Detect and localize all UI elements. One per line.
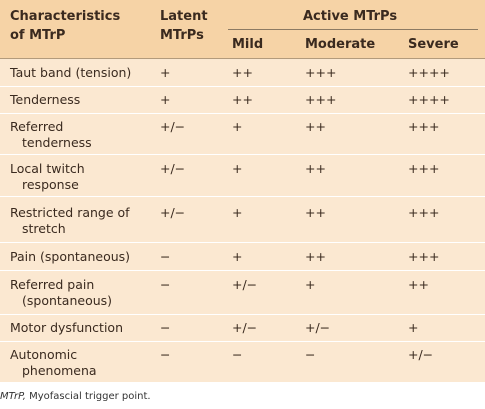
cell-moderate: − — [305, 347, 316, 362]
row-label-continued: phenomena — [22, 363, 97, 378]
header-characteristics-line-1: Characteristics — [10, 9, 121, 24]
cell-latent: +/− — [160, 119, 186, 134]
cell-severe: +++ — [408, 205, 440, 220]
cell-severe: ++++ — [408, 92, 450, 107]
header-moderate: Moderate — [305, 37, 376, 52]
row-separator — [0, 270, 485, 271]
row-label: Motor dysfunction — [10, 320, 124, 335]
header-latent-line-1: Latent — [160, 9, 208, 24]
row-label: Referred pain — [10, 277, 95, 292]
cell-mild: ++ — [232, 65, 253, 80]
cell-moderate: ++ — [305, 205, 326, 220]
row-label: Taut band (tension) — [10, 65, 132, 80]
cell-latent: +/− — [160, 161, 186, 176]
row-label: Local twitch — [10, 161, 85, 176]
footnote-text: Myofascial trigger point. — [25, 391, 151, 402]
cell-moderate: ++ — [305, 161, 326, 176]
cell-severe: +/− — [408, 347, 434, 362]
row-separator — [0, 341, 485, 342]
header-characteristics-line-2: of MTrP — [10, 28, 66, 43]
cell-mild: + — [232, 119, 243, 134]
cell-moderate: ++ — [305, 249, 326, 264]
cell-severe: ++ — [408, 277, 429, 292]
header-divider — [0, 58, 485, 59]
row-label-continued: tenderness — [22, 135, 92, 150]
header-mild: Mild — [232, 37, 264, 52]
cell-moderate: +++ — [305, 65, 337, 80]
cell-moderate: ++ — [305, 119, 326, 134]
active-group-rule — [228, 29, 478, 30]
cell-severe: + — [408, 320, 419, 335]
cell-latent: + — [160, 65, 171, 80]
row-label-continued: stretch — [22, 221, 66, 236]
cell-mild: ++ — [232, 92, 253, 107]
header-active-group: Active MTrPs — [303, 9, 398, 24]
table-footnote — [0, 390, 151, 403]
header-severe: Severe — [408, 37, 459, 52]
row-separator — [0, 196, 485, 197]
header-latent-line-2: MTrPs — [160, 28, 204, 43]
row-label: Referred — [10, 119, 64, 134]
cell-mild: + — [232, 161, 243, 176]
cell-moderate: +++ — [305, 92, 337, 107]
row-label: Pain (spontaneous) — [10, 249, 131, 264]
cell-mild: + — [232, 249, 243, 264]
cell-latent: − — [160, 249, 171, 264]
row-separator — [0, 314, 485, 315]
cell-latent: − — [160, 320, 171, 335]
row-separator — [0, 154, 485, 155]
row-label: Autonomic — [10, 347, 78, 362]
cell-latent: − — [160, 277, 171, 292]
cell-mild: +/− — [232, 320, 258, 335]
table-header — [0, 0, 485, 58]
row-separator — [0, 242, 485, 243]
cell-latent: + — [160, 92, 171, 107]
cell-latent: − — [160, 347, 171, 362]
cell-mild: − — [232, 347, 243, 362]
cell-moderate: +/− — [305, 320, 331, 335]
cell-severe: +++ — [408, 119, 440, 134]
cell-severe: +++ — [408, 161, 440, 176]
row-label: Tenderness — [10, 92, 81, 107]
cell-severe: ++++ — [408, 65, 450, 80]
footnote-abbreviation: MTrP, — [0, 391, 26, 402]
row-label-continued: (spontaneous) — [22, 293, 113, 308]
cell-mild: + — [232, 205, 243, 220]
row-separator — [0, 86, 485, 87]
cell-moderate: + — [305, 277, 316, 292]
row-separator — [0, 113, 485, 114]
cell-latent: +/− — [160, 205, 186, 220]
cell-mild: +/− — [232, 277, 258, 292]
row-label-continued: response — [22, 177, 79, 192]
cell-severe: +++ — [408, 249, 440, 264]
row-label: Restricted range of — [10, 205, 130, 220]
